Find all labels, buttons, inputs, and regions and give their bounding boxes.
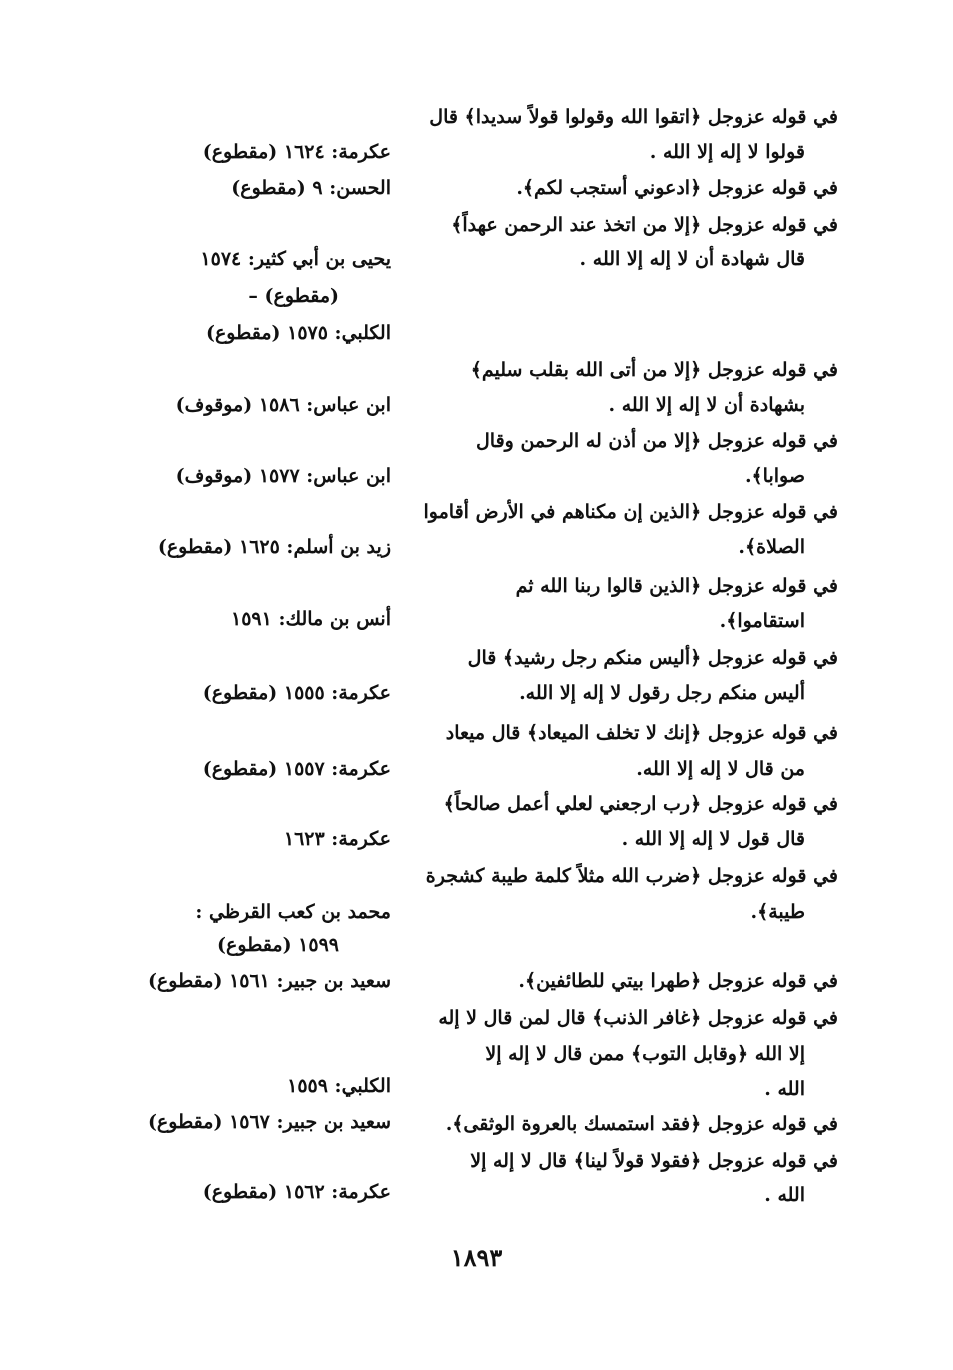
source-note: الكلبي: ١٥٥٩: [287, 1075, 391, 1097]
entry-line: في قوله عزوجل ﴿ضرب الله مثلاً كلمة طيبة كشجرة: [425, 865, 838, 887]
entry-line: طيبة﴾.: [750, 901, 805, 923]
entry-line: قال قول لا إله إلا الله .: [621, 828, 805, 850]
source-note: سعيد بن جبير: ١٥٦١ (مقطوع): [147, 970, 391, 992]
entry-line: في قوله عزوجل ﴿طهرا بيتي للطائفين﴾.: [518, 970, 838, 992]
entry-line: في قوله عزوجل ﴿إنك لا تخلف الميعاد﴾ قال ميعاد: [445, 722, 838, 744]
source-note: ١٥٩٩ (مقطوع): [217, 934, 339, 956]
entry-line: في قوله عزوجل ﴿إلا من أذن له الرحمن وقال: [476, 430, 838, 452]
entry-line: من قال لا إله إلا الله.: [636, 758, 805, 780]
entry-line: في قوله عزوجل ﴿إلا من أتى الله بقلب سليم﴾: [470, 359, 838, 381]
entry-line: بشهادة أن لا إله إلا الله .: [608, 394, 805, 416]
entry-line: قولوا لا إله إلا الله .: [649, 141, 805, 163]
entry-line: الله .: [764, 1184, 805, 1206]
source-note: ابن عباس: ١٥٧٧ (موقوف): [175, 465, 391, 487]
entry-line: صوابا﴾.: [744, 465, 805, 487]
source-note: سعيد بن جبير: ١٥٦٧ (مقطوع): [147, 1111, 391, 1133]
source-note: عكرمة: ١٥٦٢ (مقطوع): [202, 1181, 391, 1203]
source-note: الحسن: ٩ (مقطوع): [231, 177, 391, 199]
source-note: عكرمة: ١٥٥٧ (مقطوع): [202, 758, 391, 780]
source-note: الكلبي: ١٥٧٥ (مقطوع): [205, 322, 391, 344]
entry-line: في قوله عزوجل ﴿فقد استمسك بالعروة الوثقى﴾.: [445, 1113, 838, 1135]
source-note: ابن عباس: ١٥٨٦ (موقوف): [175, 394, 391, 416]
source-note: (مقطوع) –: [248, 285, 339, 307]
entry-line: إلا الله ﴿وقابل التوب﴾ ممن قال لا إله إلا: [485, 1043, 805, 1065]
entry-line: في قوله عزوجل ﴿إلا من اتخذ عند الرحمن عهداً﴾: [451, 214, 838, 236]
source-note: عكرمة: ١٦٢٣: [283, 828, 391, 850]
source-note: عكرمة: ١٥٥٥ (مقطوع): [202, 682, 391, 704]
entry-line: الصلاة﴾.: [738, 536, 805, 558]
entry-line: في قوله عزوجل ﴿اتقوا الله وقولوا قولاً سديدا﴾ قال: [429, 106, 838, 128]
entry-line: الله .: [764, 1078, 805, 1100]
entry-line: في قوله عزوجل ﴿ادعوني أستجب لكم﴾.: [516, 177, 838, 199]
entry-line: في قوله عزوجل ﴿الذين قالوا ربنا الله ثم: [515, 575, 838, 597]
page-number: ١٨٩٣: [450, 1243, 503, 1272]
entry-line: استقاموا﴾.: [719, 610, 805, 632]
source-note: أنس بن مالك: ١٥٩١: [231, 608, 391, 630]
entry-line: في قوله عزوجل ﴿رب ارجعني لعلي أعمل صالحاً﴾: [443, 793, 838, 815]
entry-line: قال شهادة أن لا إله إلا الله .: [579, 248, 805, 270]
entry-line: أليس منكم رجل رقول لا إله إلا الله.: [519, 682, 805, 704]
entry-line: في قوله عزوجل ﴿غافر الذنب﴾ قال لمن قال لا إله: [438, 1007, 838, 1029]
source-note: محمد بن كعب القرظي :: [195, 901, 391, 923]
source-note: يحيى بن أبي كثير: ١٥٧٤: [200, 248, 391, 270]
entry-line: في قوله عزوجل ﴿الذين إن مكناهم في الأرض أقاموا: [423, 501, 838, 523]
source-note: زيد بن أسلم: ١٦٢٥ (مقطوع): [157, 536, 391, 558]
source-note: عكرمة: ١٦٢٤ (مقطوع): [202, 141, 391, 163]
entry-line: في قوله عزوجل ﴿أليس منكم رجل رشيد﴾ قال: [467, 647, 838, 669]
entry-line: في قوله عزوجل ﴿فقولا قولاً لينا﴾ قال لا إله إلا: [470, 1150, 838, 1172]
